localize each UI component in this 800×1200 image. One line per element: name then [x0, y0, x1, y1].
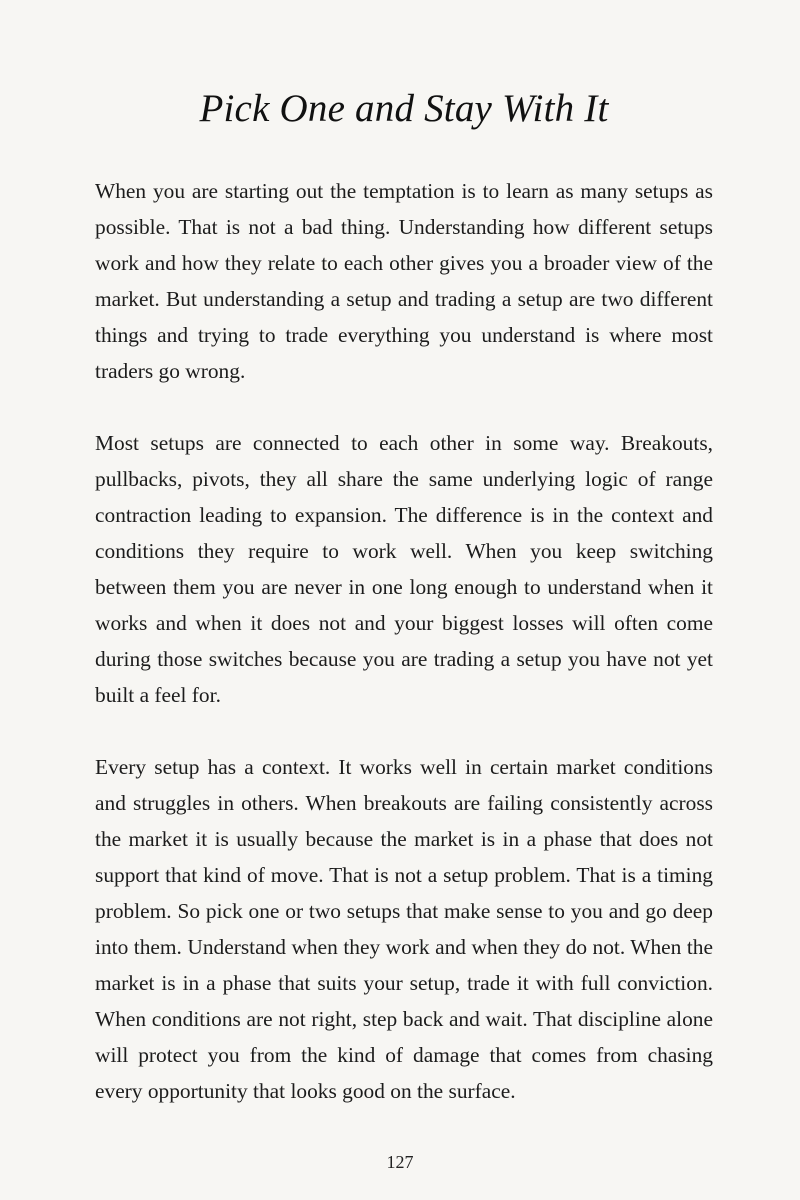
page-number: 127	[386, 1152, 414, 1172]
paragraph-2: Most setups are connected to each other in some way. Breakouts, pullbacks, pivots, they all share the same underlying logic of range contraction leading to expansion. The difference is in the context and conditions they require to work well. When you keep switching between them you are never in one long enough to understand when it works and when it does not and your biggest losses will often come during those switches because you are trading a setup you have not yet built a feel for.	[95, 431, 713, 707]
paragraph-3: Every setup has a context. It works well in certain market conditions and struggles in others. When breakouts are failing consistently across the market it is usually because the market is in a phase that does not support that kind of move. That is not a setup problem. That is a timing problem. So pick one or two setups that make sense to you and go deep into them. Understand when they work and when they do not. When the market is in a phase that suits your setup, trade it with full conviction. When conditions are not right, step back and wait. That discipline alone will protect you from the kind of damage that comes from chasing every opportunity that looks good on the surface.	[95, 755, 713, 1103]
chapter-title: Pick One and Stay With It	[199, 87, 609, 130]
body-text	[95, 173, 713, 1109]
paragraph-1: When you are starting out the temptation is to learn as many setups as possible. That is not a bad thing. Understanding how different setups work and how they relate to each other gives you a broader view of the market. But understanding a setup and trading a setup are two different things and trying to trade everything you understand is where most traders go wrong.	[95, 179, 713, 383]
